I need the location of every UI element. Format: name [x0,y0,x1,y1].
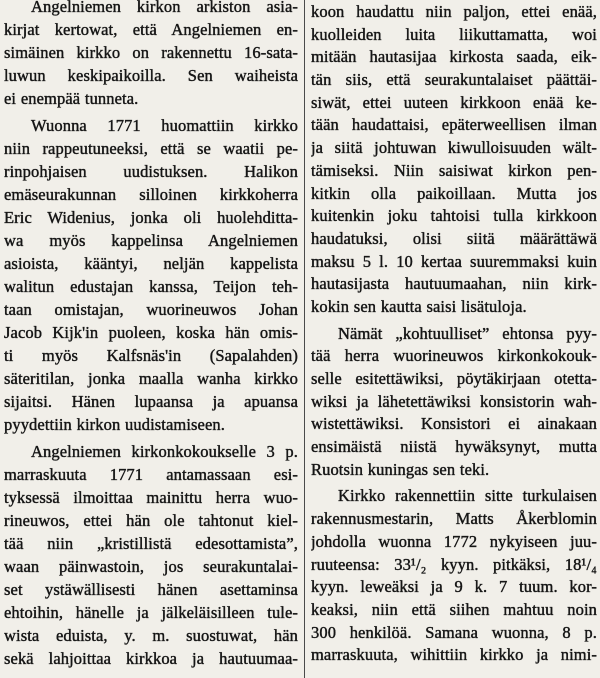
text-line: 300 henkilöä. Samana wuonna, 8 p. [311,622,597,642]
text-line: rineuwos, ettei hän ole tahtonut kiel- [4,511,298,530]
text-line: kirjat kertowat, että Angelniemen en- [4,20,298,39]
paragraph [311,323,597,482]
text-line: tään haudattaisi, epäterweellisen ilman [311,115,597,135]
text-line: haudatuksi, olisi siitä määrättäwä [311,228,597,248]
text-line: emäseurakunnan silloinen kirkkoherra [4,185,298,204]
text-line: wista eduista, y. m. suostuwat, hän [4,626,298,645]
paragraph [4,440,298,670]
text-line: wa myös kappelinsa Angelniemen [4,231,298,250]
text-line: wistettäwiksi. Konsistori ei ainakaan [311,414,597,434]
text-line: marraskuuta, wihittiin kirkko ja nimi- [311,645,597,665]
text-line: Angelniemen kirkonkokoukselle 3 p. [31,442,298,461]
left-column [4,0,298,670]
right-column [311,1,597,667]
text-line: Kirkko rakennettiin sitte turkulaisen [338,486,597,506]
text-line: tää niin „kristillistä edesottamista”, [4,534,298,553]
text-line: selle esitettäwiksi, pöytäkirjaan otetta- [311,369,597,388]
text-line: säteritilan, jonka maalla wanha kirkko [4,369,298,388]
paragraph [311,1,597,319]
text-line: kuolleiden luita liikuttamatta, woi [311,24,597,44]
text-line: waan päinwastoin, jos seurakuntalai- [4,557,298,576]
text-line: pyydettiin kirkon uudistamiseen. [4,415,225,434]
text-line: kuitenkin joku tahtoisi tulla kirkkoon [311,206,597,226]
text-line: rinpohjaisen uudistuksen. Halikon [4,162,298,181]
paragraph [4,0,298,110]
text-line: tän siis, että seurakuntalaiset päättäi- [311,70,597,90]
text-line: ti myös Kalfsnäs'in (Sapalahden) [4,346,298,365]
text-line: luwun keskipaikoilla. Sen waiheista [4,66,298,85]
text-line: Ruotsin kuningas sen teki. [311,459,490,479]
text-line: Angelniemen kirkon arkiston asia- [31,0,298,16]
text-line: tämiseksi. Niin saisiwat kirkon pen- [311,160,597,180]
text-line: Wuonna 1771 huomattiin kirkko [31,116,298,135]
text-line: ruuteensa: 33¹/₂ kyyn. pitkäksi, 18¹/₄ [311,554,597,574]
text-line: tää herra wuorineuwos kirkonkokouk- [311,346,597,366]
text-line: niin rappeutuneeksi, että se waatii pe- [4,139,298,158]
text-line: taan omistajan, wuorineuwos Johan [4,300,298,319]
text-line: simäinen kirkko on rakennettu 16-sata- [4,43,298,62]
text-line: ja siitä johtuwan kiwulloisuuden wält- [311,138,597,158]
text-line: siwät, ettei uuteen kirkkoon enää ke- [311,92,597,112]
text-line: Eric Widenius, jonka oli huolehditta- [4,208,298,227]
paragraph [311,485,597,667]
text-line: tyksessä ilmoittaa mainittu herra wuo- [4,488,298,507]
text-line: koon haudattu niin paljon, ettei enää, [311,2,597,21]
text-line: Nämät „kohtuulliset” ehtonsa pyy- [338,323,597,343]
paragraph [4,114,298,436]
text-line: kitkin olla paikoillaan. Mutta jos [311,183,597,203]
text-line: ei enempää tunneta. [4,89,139,108]
text-line: ehtoihin, hänelle ja jälkeläisilleen tule- [4,603,298,622]
text-line: johdolla wuonna 1772 nykyiseen juu- [311,531,597,551]
text-line: set ystäwällisesti hänen asettaminsa [4,580,298,599]
text-line: maksu 5 l. 10 kertaa suuremmaksi kuin [311,251,597,271]
text-line: marraskuuta 1771 antamassaan esi- [4,465,298,484]
text-line: walitun edustajan kanssa, Teijon teh- [4,277,298,296]
text-line: asioista, kääntyi, neljän kappelista [4,254,298,273]
text-line: Jacob Kijk'in puoleen, koska hän omis- [4,323,298,342]
text-line: rakennusmestarin, Matts Åkerblomin [311,509,597,529]
text-line: hautasijasta hautuumaahan, niin kirk- [311,274,597,294]
text-line: keaksi, niin että siihen mahtuu noin [311,599,597,619]
text-line: sijaitsi. Hänen lupaansa ja apuansa [4,392,298,411]
text-line: kyyn. leweäksi ja 9 k. 7 tuum. kor- [311,577,597,597]
column-rule [304,0,305,678]
text-line: ensimäistä niistä hywäksynyt, mutta [311,437,597,457]
text-line: wiksi ja lähetettäwiksi konsistorin wah- [311,391,597,411]
text-line: sekä lahjoittaa kirkkoa ja hautuumaa- [4,649,298,668]
text-line: kokin sen kautta saisi lisätuloja. [311,296,527,316]
text-line: mitään hautasijaa kirkosta saada, eik- [311,47,597,67]
